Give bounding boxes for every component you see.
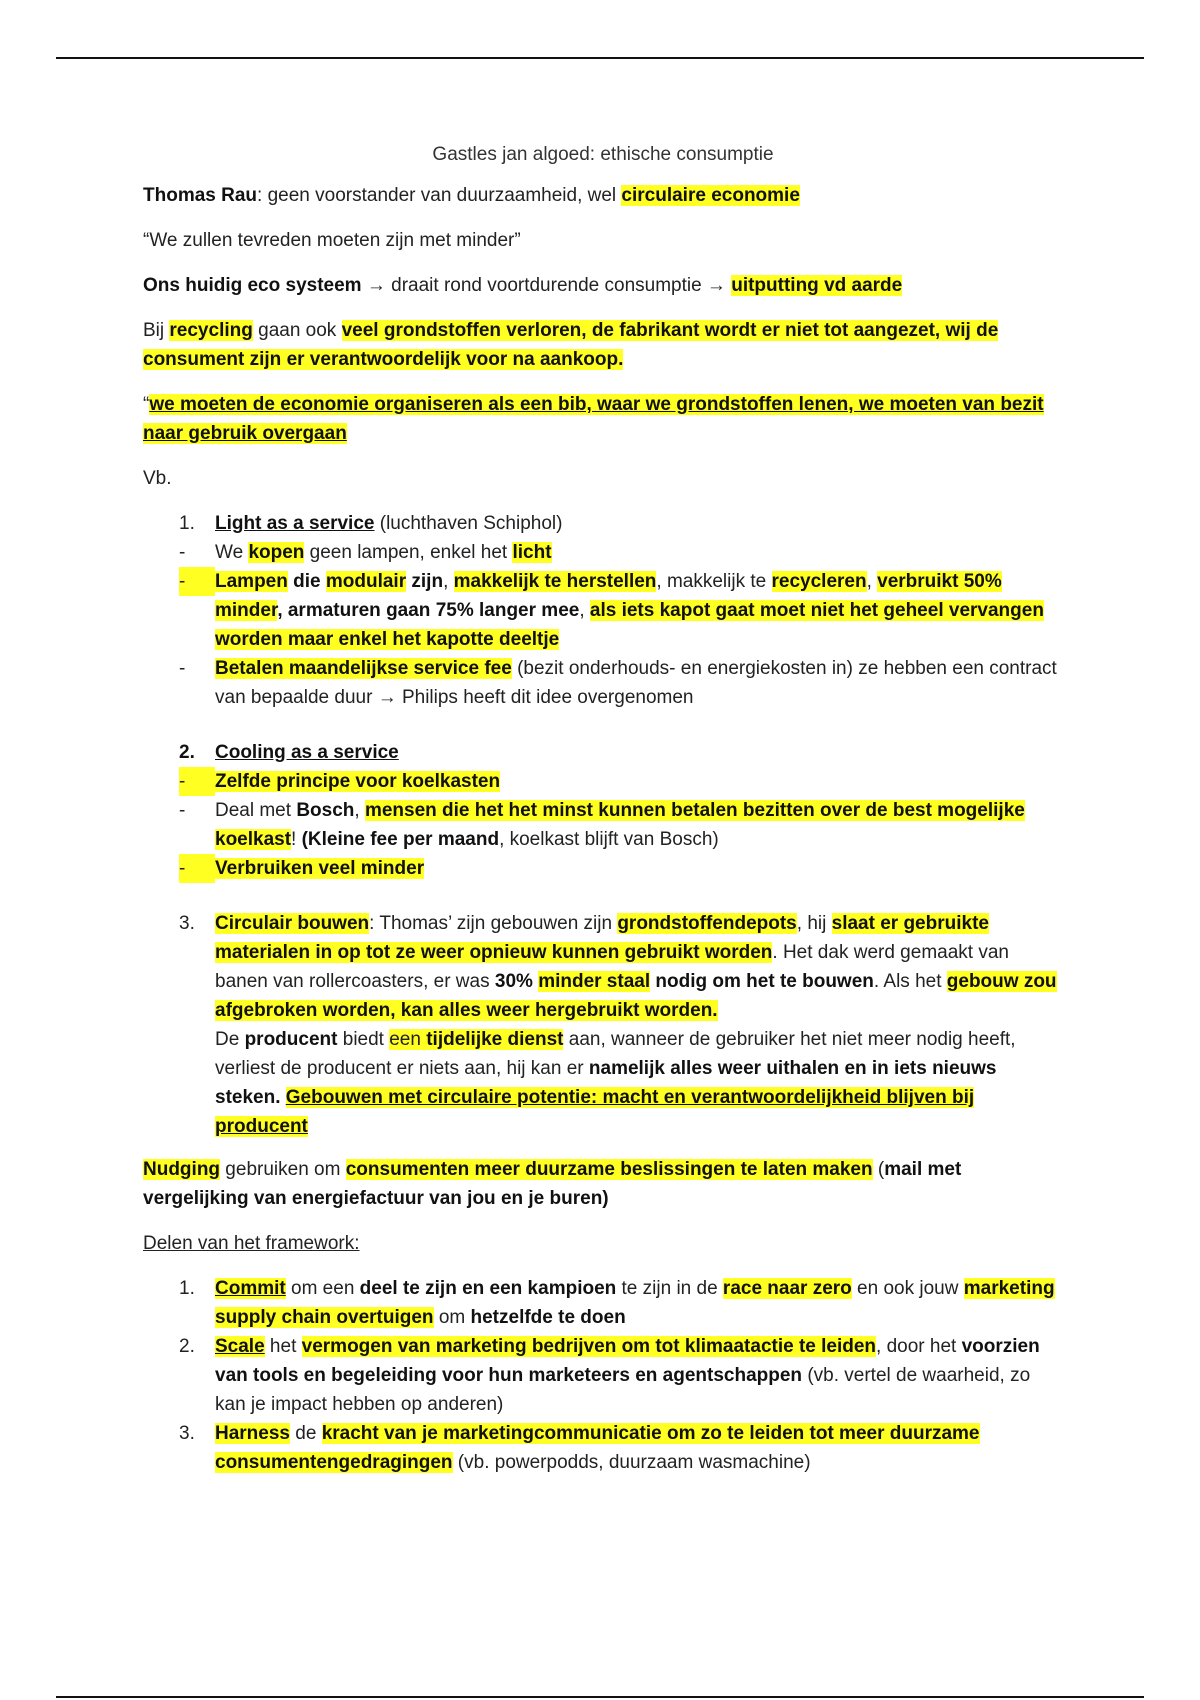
text: het (264, 1336, 302, 1357)
highlighted-text: modulair (325, 571, 407, 592)
paragraph-vb: Vb. (143, 468, 172, 489)
dash-bullet: - (179, 800, 186, 821)
bold-text: Ons huidig eco systeem (143, 275, 362, 296)
sub-item (143, 767, 1063, 796)
text: , door het (876, 1336, 962, 1357)
underlined-highlighted-text: we moeten de economie organiseren als een bib, waar we grondstoffen lenen, we moeten van bezit naar gebruik overgaan (143, 394, 1044, 444)
highlighted-text: tijdelijke dienst (426, 1029, 564, 1050)
highlighted-text: slaat er gebruikte materialen in op tot ze weer opnieuw kunnen gebruikt worden (215, 913, 989, 963)
bold-text: Bosch (296, 800, 355, 821)
list-number: 1. (179, 1278, 195, 1299)
list-item-circulair-bouwen (143, 909, 1063, 1141)
highlighted-text: minder staal (538, 971, 651, 992)
highlighted-text: Verbruiken veel minder (215, 858, 425, 879)
text: biedt (337, 1029, 390, 1050)
highlighted-text: Lampen (215, 571, 288, 592)
highlighted-text: kopen (248, 542, 305, 563)
highlighted-text: een (389, 1029, 427, 1050)
paragraph-quote: “We zullen tevreden moeten zijn met minder” (143, 230, 521, 251)
framework-list (143, 1274, 1063, 1477)
bold-text: , armaturen gaan 75% langer mee (277, 600, 580, 621)
text: (bezit onderhouds- en energiekosten in) ze hebben een contract van bepaalde duur → Philips heeft dit idee overgenomen (215, 658, 1057, 708)
highlighted-text: marketing supply chain overtuigen (215, 1278, 1055, 1328)
text: aan, wanneer de gebruiker het niet meer nodig heeft, verliest de producent er niets aan, hij kan er (215, 1029, 1016, 1079)
text: ! (291, 829, 302, 850)
bold-text: nodig om het te bouwen (650, 971, 874, 992)
text: om een (285, 1278, 360, 1299)
highlighted-text: licht (512, 542, 552, 563)
highlighted-text: kracht van je marketingcommunicatie om zo te leiden tot meer duurzame consumentengedragingen (215, 1423, 980, 1473)
text: , (443, 571, 454, 592)
highlighted-text: circulaire economie (621, 185, 800, 206)
footer-rule (56, 1696, 1144, 1698)
highlighted-text: Nudging (143, 1159, 221, 1180)
list-item-harness (143, 1419, 1063, 1477)
header-rule (56, 57, 1144, 59)
sub-item (143, 854, 1063, 883)
paragraph-eco-system (143, 271, 1063, 300)
examples-list (143, 509, 1063, 1141)
highlighted-text: vermogen van marketing bedrijven om tot klimaatactie te leiden (301, 1336, 877, 1357)
dash-bullet: - (179, 854, 215, 883)
highlighted-text: Circulair bouwen (215, 913, 370, 934)
dash-bullet: - (179, 542, 186, 563)
text: gaan ook (252, 320, 342, 341)
text: , hij (796, 913, 832, 934)
item-title: Cooling as a service (215, 742, 399, 763)
bold-text: namelijk alles weer uithalen en in iets nieuws steken. (215, 1058, 997, 1108)
bold-text: deel te zijn en een kampioen (359, 1278, 617, 1299)
document-title: Gastles jan algoed: ethische consumptie (432, 144, 774, 165)
highlighted-text: verbruikt 50% minder (215, 571, 1002, 621)
text: (vb. powerpodds, duurzaam wasmachine) (452, 1452, 811, 1473)
text: te zijn in de (616, 1278, 723, 1299)
paragraph-thomas-rau (143, 181, 1063, 210)
text: de (290, 1423, 322, 1444)
highlighted-text: consumenten meer duurzame beslissingen te laten maken (345, 1159, 873, 1180)
list-item-cooling-as-service (143, 738, 1063, 767)
underlined-text: Delen van het framework: (143, 1233, 360, 1254)
text: gebruiken om (220, 1159, 346, 1180)
dash-bullet: - (179, 567, 215, 596)
list-number: 3. (179, 913, 195, 934)
text: : geen voorstander van duurzaamheid, wel (257, 185, 622, 206)
text: Bij (143, 320, 170, 341)
paragraph-bib-quote (143, 390, 1063, 448)
text: om (433, 1307, 471, 1328)
paragraph-recycling (143, 316, 1063, 374)
sub-item (143, 538, 1063, 567)
highlighted-text: Harness (215, 1423, 290, 1444)
highlighted-text: Betalen maandelijkse service fee (215, 658, 512, 679)
bold-text: (Kleine fee per maand (301, 829, 500, 850)
list-item-scale (143, 1332, 1063, 1419)
highlighted-text: grondstoffendepots (617, 913, 797, 934)
text: “ (143, 394, 150, 415)
text: ( (872, 1159, 885, 1180)
list-number: 2. (179, 1336, 195, 1357)
list-item-light-as-service (143, 509, 1063, 538)
highlighted-text: makkelijk te herstellen (453, 571, 657, 592)
text: De (215, 1029, 245, 1050)
item-title: Light as a service (215, 513, 375, 534)
text: en ook jouw (851, 1278, 964, 1299)
highlighted-text: race naar zero (722, 1278, 852, 1299)
document-page (143, 140, 1063, 1477)
dash-bullet: - (179, 767, 215, 796)
text: . Als het (873, 971, 947, 992)
bold-text: zijn (406, 571, 444, 592)
text: , makkelijk te (656, 571, 772, 592)
highlighted-text: recycling (169, 320, 253, 341)
highlighted-text: veel grondstoffen verloren, de fabrikant wordt er niet tot aangezet, wij de consument zijn er verantwoordelijk voor na aankoop. (143, 320, 999, 370)
paragraph-framework-heading (143, 1229, 1063, 1258)
text: → draait rond voortdurende consumptie → (361, 275, 732, 296)
highlighted-text: uitputting vd aarde (731, 275, 903, 296)
dash-bullet: - (179, 658, 186, 679)
list-number: 3. (179, 1423, 195, 1444)
bold-text: producent (244, 1029, 338, 1050)
text: . Het dak werd gemaakt van banen van rollercoasters, er was (215, 942, 1009, 992)
text: : Thomas’ zijn gebouwen zijn (369, 913, 618, 934)
sub-item (143, 796, 1063, 854)
bold-text: 30% (494, 971, 539, 992)
highlighted-text: gebouw zou afgebroken worden, kan alles weer hergebruikt worden. (215, 971, 1057, 1021)
text: We (215, 542, 249, 563)
list-item-commit (143, 1274, 1063, 1332)
sub-item (143, 567, 1063, 654)
bold-text: Thomas Rau (143, 185, 258, 206)
paragraph-nudging (143, 1155, 1063, 1213)
text: , (354, 800, 365, 821)
highlighted-text: recycleren (771, 571, 867, 592)
sub-item (143, 654, 1063, 712)
list-number: 1. (179, 513, 195, 534)
text: , (866, 571, 878, 592)
list-number: 2. (179, 742, 195, 763)
text: geen lampen, enkel het (304, 542, 513, 563)
bold-text: mail met vergelijking van energiefactuur van jou en je buren) (143, 1159, 962, 1209)
underlined-highlighted-text: Scale (215, 1336, 265, 1357)
highlighted-text: als iets kapot gaat moet niet het geheel vervangen worden maar enkel het kapotte deeltje (215, 600, 1044, 650)
underlined-highlighted-text: Gebouwen met circulaire potentie: macht en verantwoordelijkheid blijven bij producent (215, 1087, 975, 1137)
text: (luchthaven Schiphol) (374, 513, 563, 534)
bold-text: hetzelfde te doen (470, 1307, 626, 1328)
text: (vb. vertel de waarheid, zo kan je impact hebben op anderen) (215, 1365, 1031, 1415)
highlighted-text: mensen die het het minst kunnen betalen bezitten over de best mogelijke koelkast (215, 800, 1025, 850)
text: Deal met (215, 800, 297, 821)
text: , (579, 600, 590, 621)
highlighted-text: Zelfde principe voor koelkasten (215, 771, 501, 792)
bold-text: die (287, 571, 326, 592)
text: , koelkast blijft van Bosch) (499, 829, 719, 850)
bold-text: voorzien van tools en begeleiding voor hun marketeers en agentschappen (215, 1336, 1040, 1386)
underlined-highlighted-text: Commit (215, 1278, 286, 1299)
